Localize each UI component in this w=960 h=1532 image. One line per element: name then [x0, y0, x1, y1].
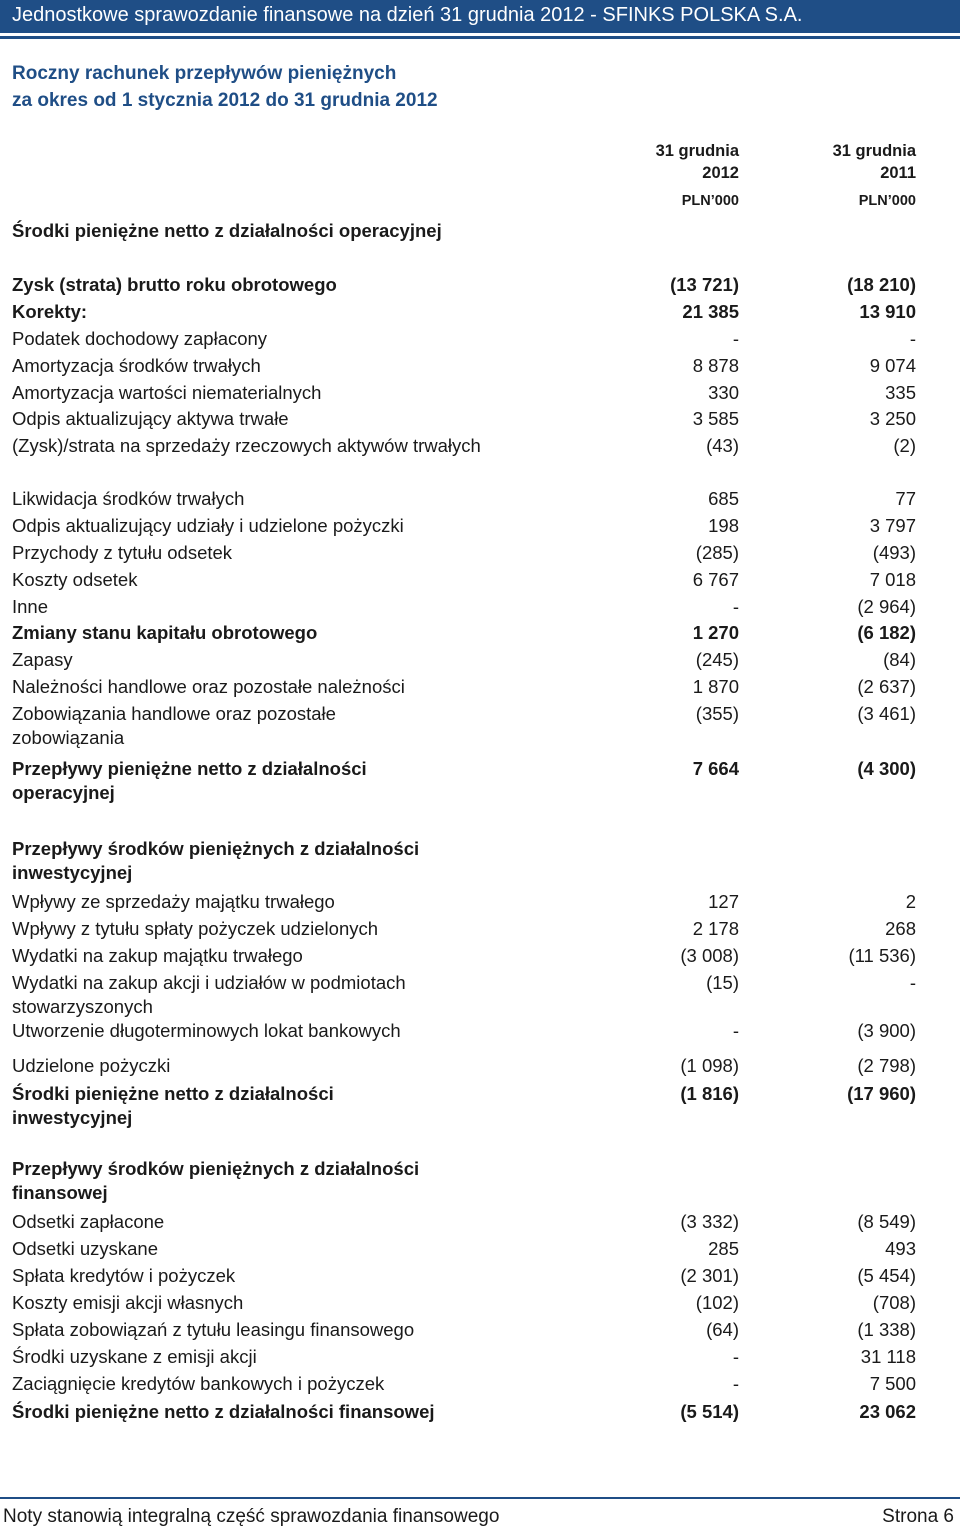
row-label: Przepływy środków pieniężnych z działalności finansowej — [12, 1158, 420, 1203]
value-2011: (2 964) — [857, 596, 916, 617]
value-2012: - — [732, 1346, 739, 1367]
value-2011: (8 549) — [857, 1211, 916, 1232]
row-label: Amortyzacja wartości niematerialnych — [12, 382, 322, 403]
value-2011: 3 797 — [869, 515, 916, 536]
value-2012: (1 816) — [680, 1083, 739, 1104]
value-2011: (6 182) — [857, 622, 916, 643]
value-2012: (285) — [695, 542, 739, 563]
value-2011: (2 637) — [857, 676, 916, 697]
value-2011: 7 018 — [869, 569, 916, 590]
report-title-line-1: Roczny rachunek przepływów pieniężnych — [12, 63, 397, 84]
row-label: Środki uzyskane z emisji akcji — [12, 1346, 257, 1367]
footer-note: Noty stanowią integralną część sprawozdania finansowego — [3, 1506, 500, 1527]
row-label: Amortyzacja środków trwałych — [12, 355, 261, 376]
row-label: Zmiany stanu kapitału obrotowego — [12, 622, 318, 643]
document-header-text: Jednostkowe sprawozdanie finansowe na dzień 31 grudnia 2012 - SFINKS POLSKA S.A. — [12, 4, 803, 26]
value-2011: (3 900) — [857, 1020, 916, 1041]
value-2012: (43) — [706, 435, 739, 456]
row-label: Zapasy — [12, 649, 73, 670]
value-2012: (13 721) — [670, 274, 739, 295]
row-label: Likwidacja środków trwałych — [12, 488, 245, 509]
row-label: (Zysk)/strata na sprzedaży rzeczowych aktywów trwałych — [12, 435, 481, 456]
footer-rule — [0, 1497, 960, 1499]
column-header-2011-line-2: 2011 — [880, 164, 916, 182]
value-2012: 7 664 — [692, 758, 739, 779]
value-2012: (2 301) — [680, 1265, 739, 1286]
value-2012: 1 870 — [692, 676, 739, 697]
value-2011: (11 536) — [848, 945, 916, 966]
value-2012: (102) — [695, 1292, 739, 1313]
row-label: Spłata zobowiązań z tytułu leasingu finansowego — [12, 1319, 415, 1340]
row-label: Zysk (strata) brutto roku obrotowego — [12, 274, 337, 295]
value-2012: (15) — [706, 972, 739, 993]
value-2011: (84) — [883, 649, 916, 670]
value-2011: 13 910 — [859, 301, 916, 322]
row-label: Przepływy środków pieniężnych z działalności inwestycyjnej — [12, 838, 420, 883]
row-label: Należności handlowe oraz pozostałe należności — [12, 676, 405, 697]
row-label: Spłata kredytów i pożyczek — [12, 1265, 236, 1286]
value-2012: 1 270 — [692, 622, 739, 643]
row-label: Utworzenie długoterminowych lokat bankowych — [12, 1020, 401, 1041]
value-2011: (5 454) — [857, 1265, 916, 1286]
value-2012: - — [732, 328, 739, 349]
value-2012: - — [732, 596, 739, 617]
column-header-2012-line-2: 2012 — [702, 164, 739, 182]
value-2012: (245) — [695, 649, 739, 670]
row-label: Udzielone pożyczki — [12, 1055, 171, 1076]
value-2012: (5 514) — [680, 1401, 739, 1422]
value-2011: (2) — [893, 435, 916, 456]
column-header-2012-line-1: 31 grudnia — [655, 142, 739, 160]
row-label: Środki pieniężne netto z działalności finansowej — [12, 1401, 435, 1422]
value-2011: 77 — [895, 488, 916, 509]
value-2012: 330 — [708, 382, 739, 403]
column-header-2011 — [740, 140, 916, 184]
value-2012: (1 098) — [680, 1055, 739, 1076]
value-2012: 198 — [708, 515, 739, 536]
value-2012: (64) — [706, 1319, 739, 1340]
column-header-2012 — [560, 140, 739, 184]
value-2011: 7 500 — [869, 1373, 916, 1394]
value-2012: - — [732, 1020, 739, 1041]
value-2012: 2 178 — [692, 918, 739, 939]
value-2011: - — [909, 328, 916, 349]
value-2012: - — [732, 1373, 739, 1394]
row-label: Wydatki na zakup majątku trwałego — [12, 945, 303, 966]
value-2012: 21 385 — [682, 301, 739, 322]
value-2011: 2 — [905, 891, 916, 912]
value-2012: 6 767 — [692, 569, 739, 590]
row-label: Przepływy pieniężne netto z działalności operacyjnej — [12, 758, 367, 803]
value-2011: 9 074 — [869, 355, 916, 376]
row-label: Korekty: — [12, 301, 88, 322]
value-2011: (3 461) — [857, 703, 916, 724]
row-label: Zaciągnięcie kredytów bankowych i pożyczek — [12, 1373, 385, 1394]
column-unit-2012: PLN’000 — [681, 193, 739, 209]
row-label: Odpis aktualizujący udziały i udzielone pożyczki — [12, 515, 404, 536]
row-label: Koszty odsetek — [12, 569, 138, 590]
value-2011: - — [909, 972, 916, 993]
value-2011: 493 — [885, 1238, 916, 1259]
row-label: Odsetki uzyskane — [12, 1238, 159, 1259]
row-label: Podatek dochodowy zapłacony — [12, 328, 268, 349]
value-2012: (3 008) — [680, 945, 739, 966]
row-label: Wydatki na zakup akcji i udziałów w podmiotach stowarzyszonych — [12, 972, 406, 1017]
value-2011: (18 210) — [847, 274, 916, 295]
row-label: Środki pieniężne netto z działalności inwestycyjnej — [12, 1083, 334, 1128]
value-2011: (1 338) — [857, 1319, 916, 1340]
report-title — [12, 60, 438, 114]
value-2011: (4 300) — [857, 758, 916, 779]
column-unit-2011: PLN’000 — [858, 193, 916, 209]
row-label: Odsetki zapłacone — [12, 1211, 165, 1232]
value-2011: 3 250 — [869, 408, 916, 429]
row-label: Inne — [12, 596, 49, 617]
row-label: Zobowiązania handlowe oraz pozostałe zobowiązania — [12, 703, 336, 748]
value-2011: 31 118 — [860, 1346, 916, 1367]
value-2011: (2 798) — [857, 1055, 916, 1076]
value-2012: (3 332) — [680, 1211, 739, 1232]
row-label: Przychody z tytułu odsetek — [12, 542, 233, 563]
report-title-line-2: za okres od 1 stycznia 2012 do 31 grudnia 2012 — [12, 90, 438, 111]
column-header-2011-line-1: 31 grudnia — [832, 142, 916, 160]
row-label: Koszty emisji akcji własnych — [12, 1292, 244, 1313]
value-2012: 8 878 — [692, 355, 739, 376]
value-2011: (493) — [872, 542, 916, 563]
header-rule — [0, 36, 960, 39]
row-label: Wpływy z tytułu spłaty pożyczek udzielonych — [12, 918, 379, 939]
value-2011: 335 — [885, 382, 916, 403]
value-2011: (708) — [872, 1292, 916, 1313]
value-2012: 127 — [708, 891, 739, 912]
value-2012: 3 585 — [692, 408, 739, 429]
value-2011: (17 960) — [847, 1083, 916, 1104]
value-2011: 23 062 — [859, 1401, 916, 1422]
row-label: Odpis aktualizujący aktywa trwałe — [12, 408, 289, 429]
page-number: Strona 6 — [882, 1506, 954, 1527]
row-label: Środki pieniężne netto z działalności operacyjnej — [12, 220, 442, 241]
document-header-band — [0, 0, 960, 33]
row-label: Wpływy ze sprzedaży majątku trwałego — [12, 891, 335, 912]
value-2012: (355) — [695, 703, 739, 724]
value-2011: 268 — [885, 918, 916, 939]
value-2012: 285 — [708, 1238, 739, 1259]
value-2012: 685 — [708, 488, 739, 509]
